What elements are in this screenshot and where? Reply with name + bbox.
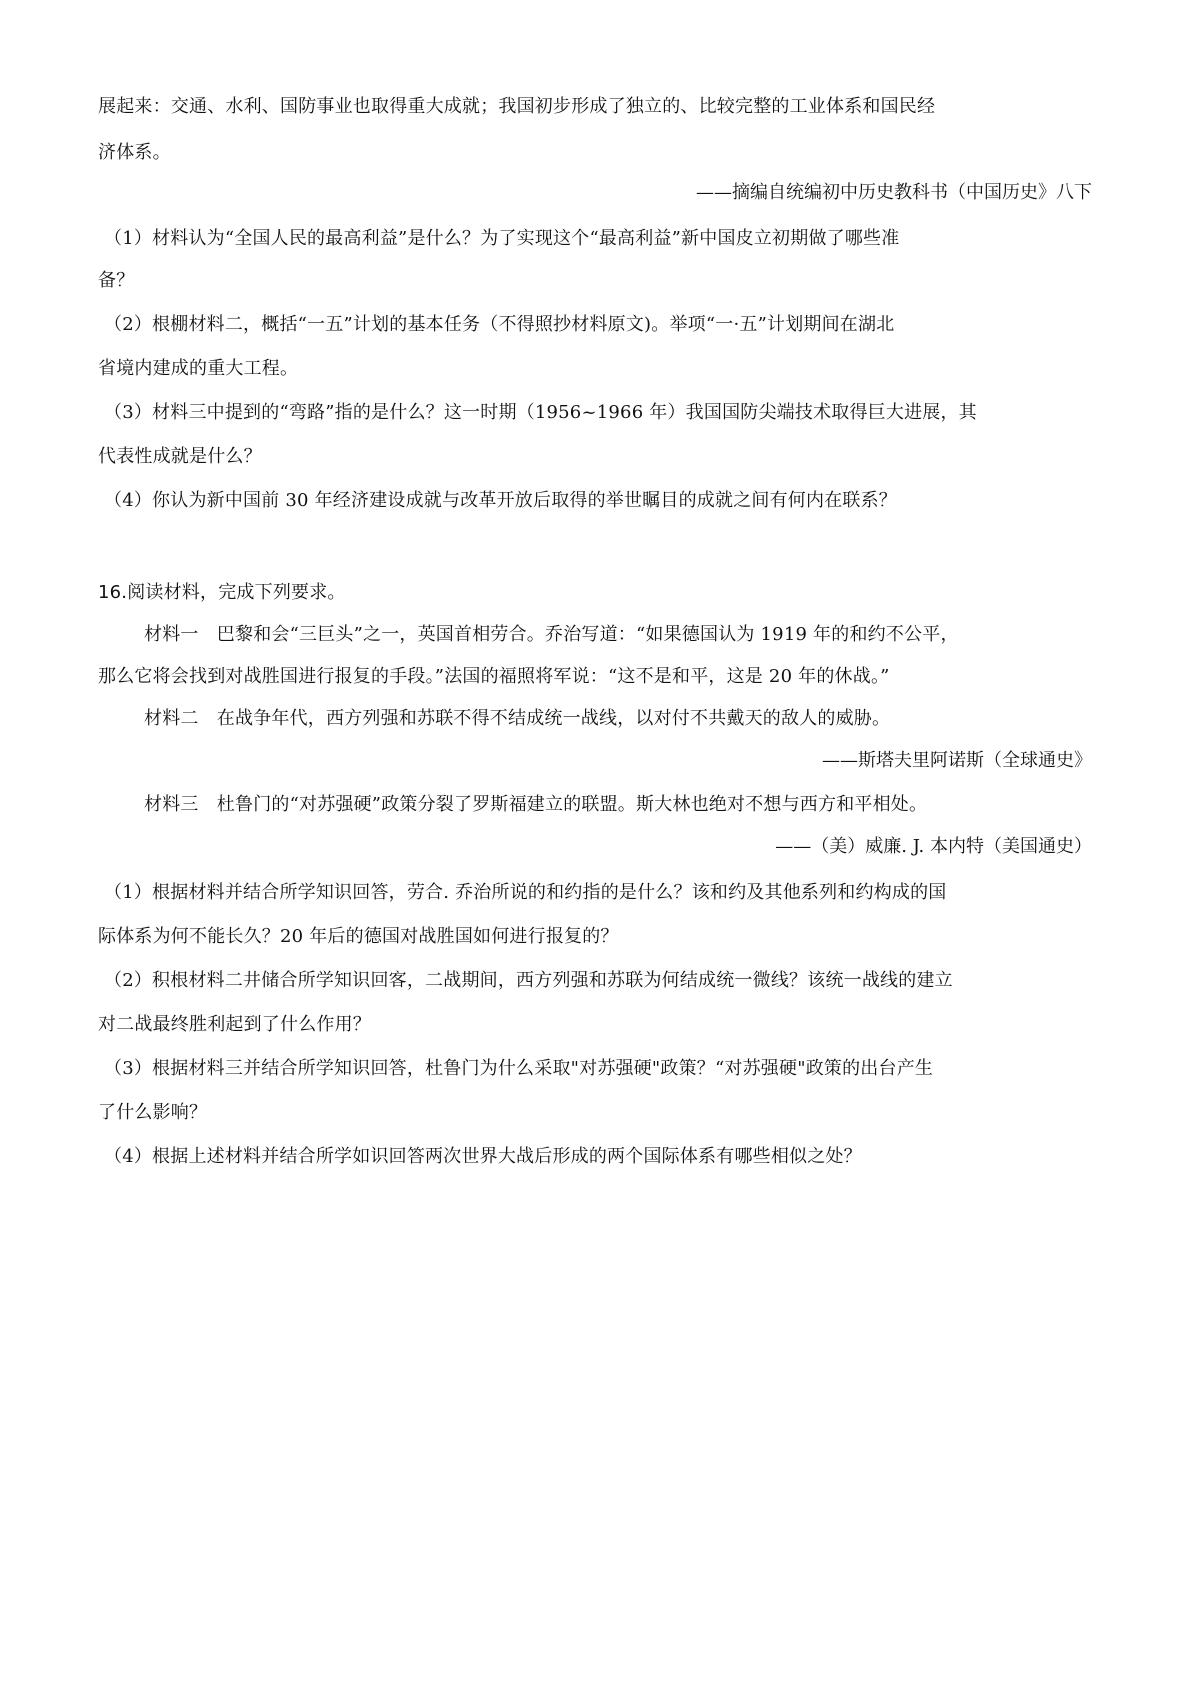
material-text-line: 材料三 杜鲁门的“对苏强硬”政策分裂了罗斯福建立的联盟。斯大林也绝对不想与西方和平相处。 xyxy=(144,794,928,815)
question-text: （1）根据材料并结合所学知识回答，劳合. 乔治所说的和约指的是什么？该和约及其他系列和约构成的国 xyxy=(104,882,947,903)
question-text: （4）你认为新中国前 30 年经济建设成就与改革开放后取得的举世瞩目的成就之间有何内在联系？ xyxy=(104,490,897,511)
material-text-line: 济体系。 xyxy=(98,142,171,163)
material-text-line: 那么它将会找到对战胜国进行报复的手段。”法国的福照将军说：“这不是和平，这是 20 年的休战。” xyxy=(98,666,890,687)
material-text-line: 材料一 巴黎和会“三巨头”之一，英国首相劳合。乔治写道：“如果德国认为 1919 年的和约不公平， xyxy=(144,624,959,645)
question-text: （3）根据材料三并结合所学知识回答，杜鲁门为什么采取"对苏强硬"政策？“对苏强硬"政策的出台产生 xyxy=(104,1058,934,1079)
question-text: 际体系为何不能长久？20 年后的德国对战胜国如何进行报复的？ xyxy=(98,926,619,947)
question-text: 备？ xyxy=(98,270,135,291)
material-source: ——（美）威廉. J. 本内特（美国通史） xyxy=(775,836,1092,857)
question-text: （2）积根材料二井储合所学知识回客，二战期间，西方列强和苏联为何结成统一微线？该统一战线的建立 xyxy=(104,970,953,991)
question-text: 了什么影响？ xyxy=(98,1102,208,1123)
material-text-line: 展起来：交通、水利、国防事业也取得重大成就；我国初步形成了独立的、比较完整的工业体系和国民经 xyxy=(98,96,936,117)
material-source: ——斯塔夫里阿诺斯（全球通史》 xyxy=(822,750,1092,771)
question-text: （4）根据上述材料并结合所学如识回答两次世界大战后形成的两个国际体系有哪些相似之处？ xyxy=(104,1146,862,1167)
question-text: （2）根棚材料二，概括“一五”计划的基本任务（不得照抄材料原文)。举项“一·五”计划期间在湖北 xyxy=(104,314,895,335)
question-text: 对二战最终胜利起到了什么作用？ xyxy=(98,1014,371,1035)
question-text: （1）材料认为“全国人民的最高利益”是什么？为了实现这个“最高利益”新中国皮立初期做了哪些准 xyxy=(104,228,900,249)
question-text: 代表性成就是什么？ xyxy=(98,446,262,467)
material-source: ——摘编自统编初中历史教科书（中国历史》八下 xyxy=(696,182,1092,203)
material-text-line: 材料二 在战争年代，西方列强和苏联不得不结成统一战线，以对付不共戴天的敌人的威胁。 xyxy=(144,708,891,729)
question-heading: 16.阅读材料，完成下列要求。 xyxy=(98,582,346,603)
question-text: 省境内建成的重大工程。 xyxy=(98,358,299,379)
question-text: （3）材料三中提到的“弯路”指的是什么？这一时期（1956~1966 年）我国国防尖端技术取得巨大进展，其 xyxy=(104,402,977,423)
